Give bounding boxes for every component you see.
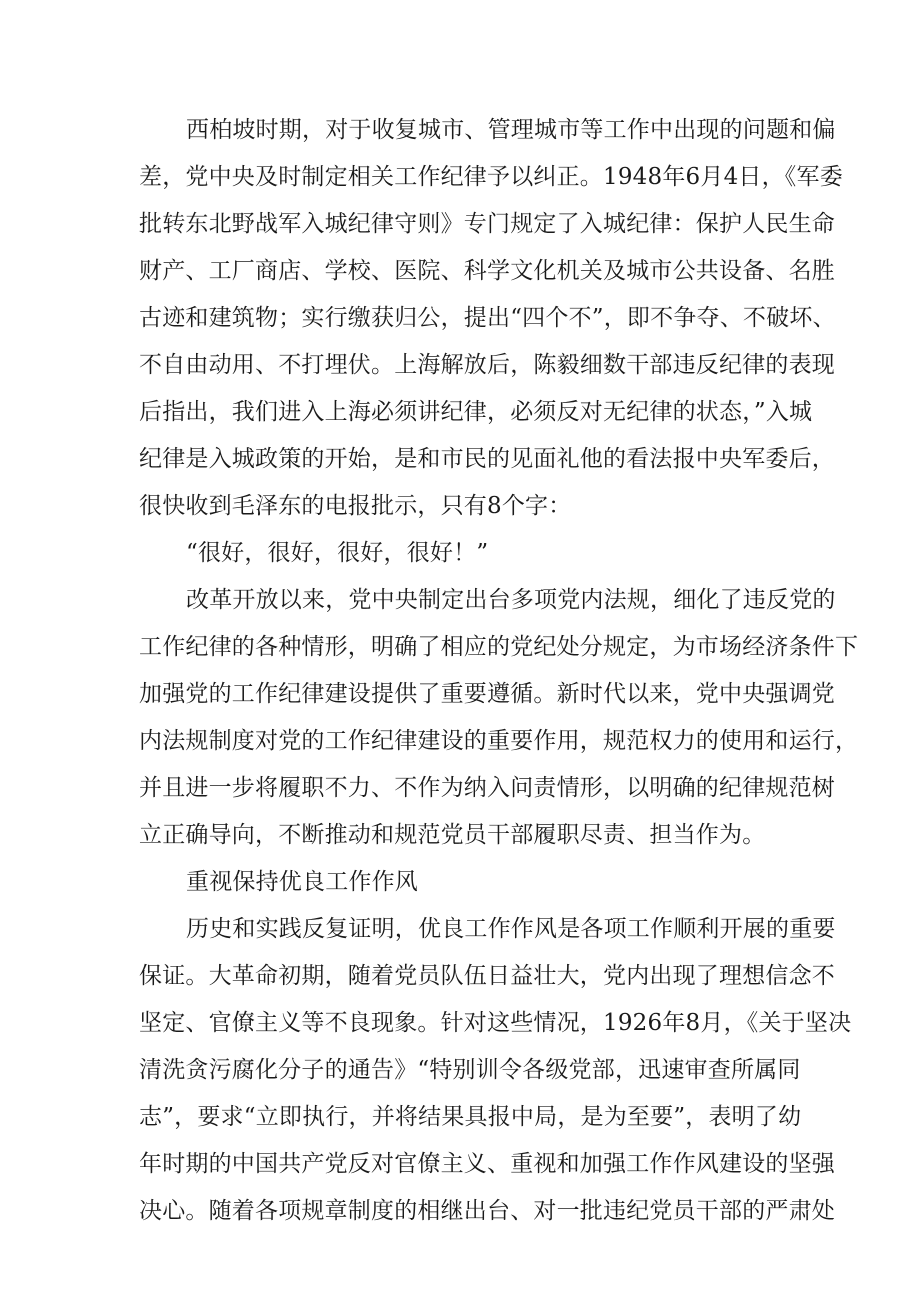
paragraph-3-line-1: 历史和实践反复证明，优良工作作风是各项工作顺利开展的重要 bbox=[186, 916, 836, 942]
paragraph-3-line-4: 清洗贪污腐化分子的通告》“特别训令各级党部，迅速审查所属同 bbox=[139, 1057, 801, 1083]
paragraph-2-line-5: 并且进一步将履职不力、不作为纳入问责情形，以明确的纪律规范树 bbox=[139, 775, 835, 801]
paragraph-1-line-3: 批转东北野战军入城纪律守则》专门规定了入城纪律：保护人民生命 bbox=[139, 211, 835, 237]
paragraph-1-line-2: 差，党中央及时制定相关工作纪律予以纠正。1948年6月4日，《军委 bbox=[139, 164, 843, 190]
paragraph-1-line-6: 不自由动用、不打埋伏。上海解放后，陈毅细数干部违反纪律的表现 bbox=[139, 352, 835, 378]
paragraph-2-line-2: 工作纪律的各种情形，明确了相应的党纪处分规定，为市场经济条件下 bbox=[139, 634, 859, 660]
paragraph-2-line-4: 内法规制度对党的工作纪律建设的重要作用，规范权力的使用和运行， bbox=[139, 728, 859, 754]
paragraph-1-line-8: 纪律是入城政策的开始，是和市民的见面礼他的看法报中央军委后， bbox=[139, 446, 835, 472]
paragraph-3-line-5: 志”，要求“立即执行，并将结果具报中局，是为至要”，表明了幼 bbox=[139, 1104, 802, 1130]
quote-line: “很好，很好，很好，很好！” bbox=[186, 540, 489, 566]
paragraph-3-line-6: 年时期的中国共产党反对官僚主义、重视和加强工作作风建设的坚强 bbox=[139, 1151, 835, 1177]
paragraph-1-line-9: 很快收到毛泽东的电报批示，只有8个字： bbox=[139, 493, 572, 519]
paragraph-1-line-7: 后指出，我们进入上海必须讲纪律，必须反对无纪律的状态，”入城 bbox=[139, 399, 813, 425]
paragraph-1-line-1: 西柏坡时期，对于收复城市、管理城市等工作中出现的问题和偏 bbox=[186, 117, 836, 143]
paragraph-2-line-1: 改革开放以来，党中央制定出台多项党内法规，细化了违反党的 bbox=[186, 587, 836, 613]
paragraph-1-line-4: 财产、工厂商店、学校、医院、科学文化机关及城市公共设备、名胜 bbox=[139, 258, 835, 284]
paragraph-3-line-3: 坚定、官僚主义等不良现象。针对这些情况，1926年8月，《关于坚决 bbox=[139, 1010, 852, 1036]
section-heading: 重视保持优良工作作风 bbox=[186, 869, 418, 895]
paragraph-2-line-6: 立正确导向，不断推动和规范党员干部履职尽责、担当作为。 bbox=[139, 822, 766, 848]
paragraph-3-line-7: 决心。随着各项规章制度的相继出台、对一批违纪党员干部的严肃处 bbox=[139, 1198, 835, 1224]
paragraph-1-line-5: 古迹和建筑物；实行缴获归公，提出“四个不”，即不争夺、不破坏、 bbox=[139, 305, 836, 331]
paragraph-3-line-2: 保证。大革命初期，随着党员队伍日益壮大，党内出现了理想信念不 bbox=[139, 963, 835, 989]
paragraph-2-line-3: 加强党的工作纪律建设提供了重要遵循。新时代以来，党中央强调党 bbox=[139, 681, 835, 707]
